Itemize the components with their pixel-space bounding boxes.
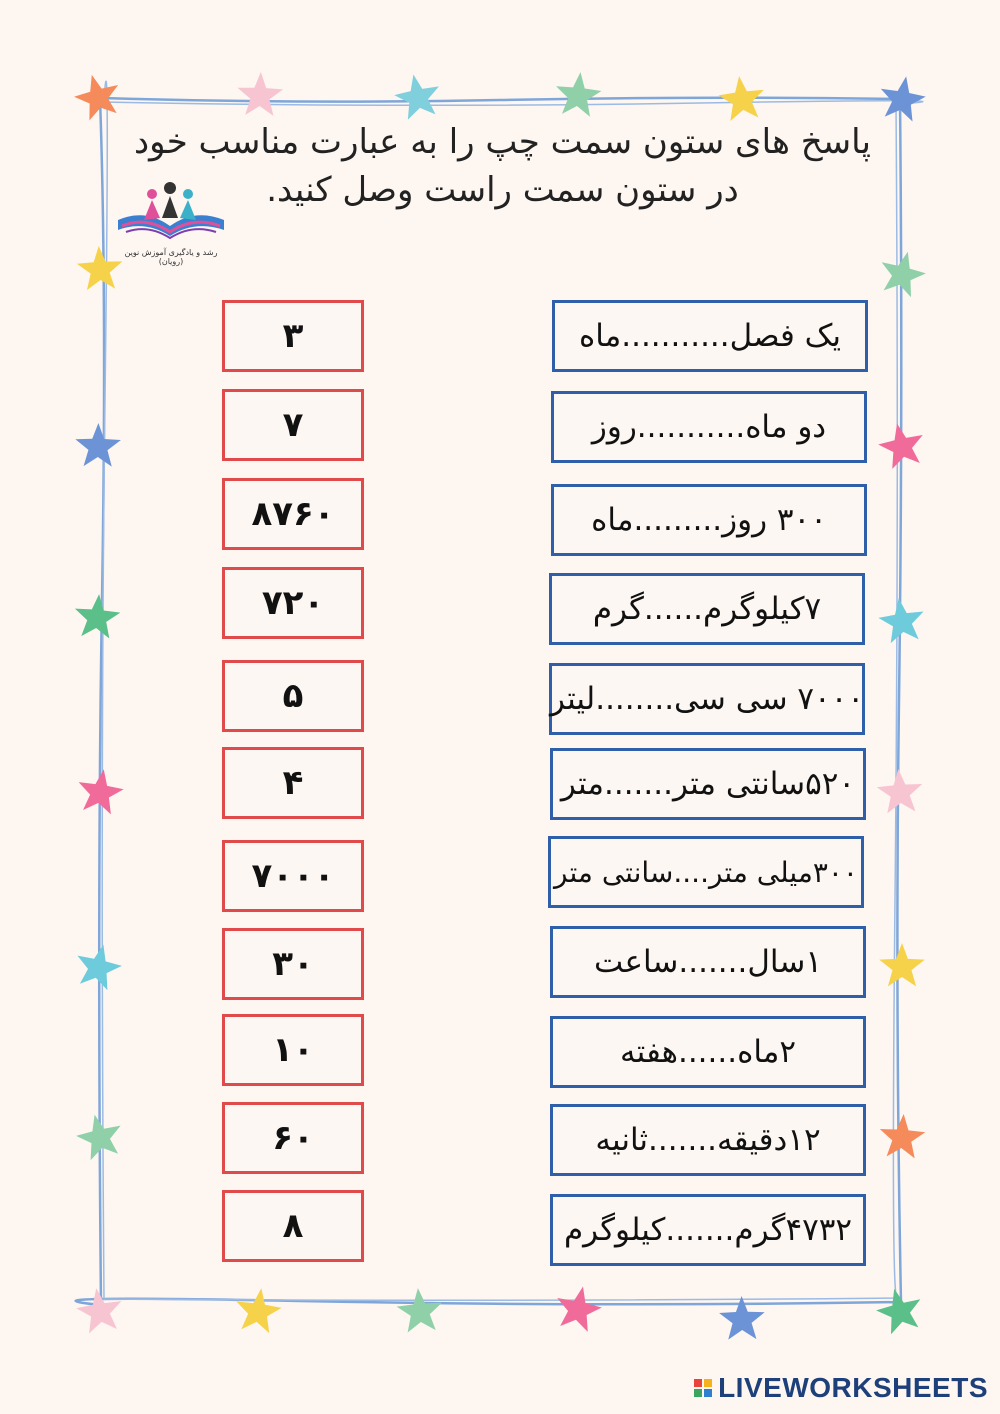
star-icon (553, 70, 603, 118)
star-icon (879, 943, 925, 986)
star-icon (876, 767, 925, 813)
logo-caption: رشد و یادگیری آموزش نوین (124, 248, 218, 257)
star-icon (74, 1285, 126, 1335)
star-icon (716, 73, 767, 122)
expression-box[interactable]: ۵۲۰سانتی متر.......متر (550, 748, 866, 820)
publisher-logo (110, 178, 232, 278)
star-icon (70, 69, 125, 123)
answer-box[interactable]: ۴ (222, 747, 364, 819)
expression-box[interactable]: یک فصل...........ماه (552, 300, 868, 372)
star-icon (719, 1296, 765, 1340)
expression-box[interactable]: ۴۷۳۲گرم.......کیلوگرم (550, 1194, 866, 1266)
star-icon (552, 1282, 606, 1334)
answer-box[interactable]: ۸۷۶۰ (222, 478, 364, 550)
star-icon (875, 419, 929, 471)
star-icon (71, 939, 125, 992)
star-icon (875, 246, 930, 299)
answer-box[interactable]: ۷ (222, 389, 364, 461)
footer-brand: LIVEWORKSHEETS (718, 1372, 988, 1403)
star-icon (872, 1283, 927, 1336)
star-icon (237, 71, 284, 116)
star-icon (391, 70, 444, 121)
instruction-text: پاسخ های ستون سمت چپ را به عبارت مناسب خود در ستون سمت راست وصل کنید. (134, 122, 871, 210)
star-icon (395, 1286, 444, 1333)
answer-box[interactable]: ۸ (222, 1190, 364, 1262)
expression-box[interactable]: ۳۰۰ روز.........ماه (551, 484, 867, 556)
book-people-icon (110, 178, 232, 248)
star-icon (73, 592, 122, 639)
liveworksheets-icon (694, 1379, 712, 1397)
star-icon (876, 72, 928, 123)
star-icon (878, 1112, 927, 1158)
expression-box[interactable]: ۱۲دقیقه.......ثانیه (550, 1104, 866, 1176)
star-icon (72, 1109, 126, 1162)
liveworksheets-logo (694, 1372, 988, 1404)
answer-box[interactable]: ۳۰ (222, 928, 364, 1000)
answer-box[interactable]: ۶۰ (222, 1102, 364, 1174)
expression-box[interactable]: دو ماه...........روز (551, 391, 867, 463)
expression-box[interactable]: ۲ماه......هفته (550, 1016, 866, 1088)
answer-box[interactable]: ۵ (222, 660, 364, 732)
expression-box[interactable]: ۷کیلوگرم......گرم (549, 573, 865, 645)
star-icon (75, 423, 121, 467)
star-icon (74, 766, 126, 816)
answer-box[interactable]: ۷۰۰۰ (222, 840, 364, 912)
answer-box[interactable]: ۱۰ (222, 1014, 364, 1086)
expression-box[interactable]: ۱سال.......ساعت (550, 926, 866, 998)
expression-box[interactable]: ۳۰۰میلی متر....سانتی متر (548, 836, 864, 908)
logo-subcaption: (رویان) (158, 257, 184, 266)
answer-box[interactable]: ۳ (222, 300, 364, 372)
answer-box[interactable]: ۷۲۰ (222, 567, 364, 639)
star-icon (233, 1285, 284, 1334)
star-icon (876, 595, 927, 644)
expression-box[interactable]: ۷۰۰۰ سی سی........لیتر (549, 663, 865, 735)
